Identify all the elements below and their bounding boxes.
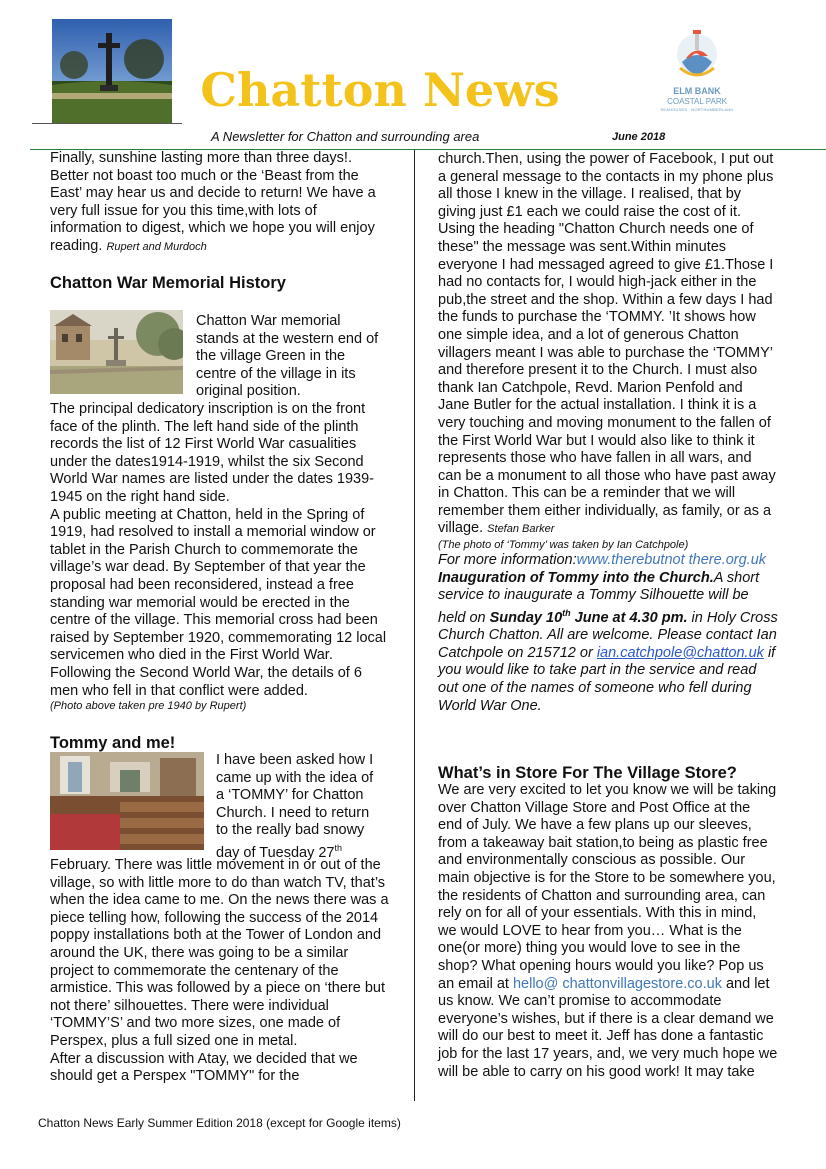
inauguration-time: June at 4.30 pm. xyxy=(574,609,688,626)
village-store-text-1: We are very excited to let you know we will be taking over Chatton Village Store and Post Office at the end of July. We have a few plans up our sleeves, from a takeaway bait station,to being as plastic free and environmentally conscious as possible. Our main objective is for the Store to be somewhere you, the residents of Chatton and surrounding area, can rely on for all of your essentials. With this in mind, we would LOVE to hear from you… What is the one(or more) thing you would love to see in the shop? What opening hours would you like? Pop us an email at xyxy=(438,782,777,992)
tagline: A Newsletter for Chatton and surrounding area xyxy=(211,129,480,144)
tommy-paragraph-1: February. There was little movement in or out of the village, so with little more to do than watch TV, that’s when the idea came to me. On the news there was a piece telling how, following the success of the 2014 poppy installations both at the Tower of London and around the UK, there was going to be a similar project to commemorate the centenary of the armistice. This was followed by a piece on ‘there but not there’ silhouettes. There were individual ‘TOMMY’S’ and two more sizes, one made of Perspex, plus a full sized one in metal. xyxy=(50,857,389,1049)
inauguration-day-text: Sunday 10 xyxy=(489,609,563,626)
text-line: came up with the idea of xyxy=(216,769,374,786)
war-memorial-photo-caption: (Photo above taken pre 1940 by Rupert) xyxy=(50,700,247,713)
text-line: Church. I need to return xyxy=(216,804,370,821)
inauguration-day xyxy=(489,607,688,626)
more-info-label: For more information: xyxy=(438,552,577,569)
logo-location: SEAHOUSES · NORTHUMBERLAND xyxy=(660,107,734,112)
text-line: I have been asked how I xyxy=(216,752,374,768)
tommy-signature: Stefan Barker xyxy=(487,523,555,536)
day-superscript: th xyxy=(334,842,343,853)
text-line: original position. xyxy=(196,383,301,400)
tommy-intro xyxy=(216,752,396,862)
logo-subname: COASTAL PARK xyxy=(667,97,727,106)
tommy-photo-note: (The photo of ‘Tommy’ was taken by Ian Catchpole) xyxy=(438,539,689,552)
war-memorial-paragraph-2: A public meeting at Chatton, held in the Spring of 1919, had resolved to install a memorial window or tablet in the Parish Church to commemorate the village’s war dead. By September of that year the proposal had been reconsidered, instead a free standing war memorial would be erected in the centre of the village. This memorial cross had been raised by September 1920, commemorating 12 local servicemen who died in the First World War. Following the Second World War, the details of 6 men who fell in that conflict were added. xyxy=(50,506,387,699)
inauguration-text-1: A short service to inaugurate a Tommy Silhouette will be held on xyxy=(438,569,760,626)
more-info-link[interactable]: www.therebutnot there.org.uk xyxy=(576,552,767,569)
intro-paragraph xyxy=(50,150,392,257)
war-memorial-heading: Chatton War Memorial History xyxy=(50,274,286,292)
war-memorial-paragraph-1: The principal dedicatory inscription is on the front face of the plinth. The left hand side of the plinth records the list of 12 First World War casualities under the dates1914-1919, whilst the six Second World War names are listed under the dates 1939-1945 on the right hand side. xyxy=(50,401,374,505)
logo-name: ELM BANK xyxy=(673,86,721,96)
church-interior-photo xyxy=(50,752,204,850)
store-email-link[interactable]: hello@ chattonvillagestore.co.uk xyxy=(512,975,722,992)
inauguration-text-3: if you would like to take part in the service and read out one of the names of someone who fell during World War One. xyxy=(438,644,776,714)
intro-signature: Rupert and Murdoch xyxy=(106,240,207,253)
tommy-continued xyxy=(438,151,778,715)
issue-date: June 2018 xyxy=(612,131,666,143)
day-text: day of Tuesday 27 xyxy=(216,844,335,861)
text-line: a ‘TOMMY’ for Chatton xyxy=(216,787,364,804)
tommy-body xyxy=(50,857,392,1086)
war-memorial-photo xyxy=(50,310,183,394)
masthead-title: Chatton News xyxy=(200,63,560,117)
intro-text: Finally, sunshine lasting more than three days!. Better not boast too much or the ‘Beast from the East’ may hear us and decide to return! We have a very full issue for you this time,with lots of information to digest, which we hope you will enjoy reading. xyxy=(50,150,376,254)
tommy-paragraph-2: After a discussion with Atay, we decided that we should get a Perspex "TOMMY" for the xyxy=(50,1050,358,1085)
war-memorial-body xyxy=(50,401,392,713)
tommy-paragraph-3: church.Then, using the power of Facebook, I put out a general message to the contacts in my phone plus all those I knew in the village. I realised, that by giving just £1 each we could raise the cost of it. Using the heading "Chatton Church needs one of these" the message was sent.Within minutes everyone I had messaged agreed to give £1.Those I had no contacts for, I would high-jack either in the pub,the street and the shop. Within a few days I had the funds to purchase the ‘TOMMY. ’It shows how one simple idea, and a lot of generous Chatton villagers meant I was able to purchase the ‘TOMMY’ and therefore present it to the Church. I must also thank Ian Catchpole, Revd. Marion Penfold and Jane Butler for the actual installation. I think it is a very touching and moving monument to the fallen of the First World War but I would also like to think it represents those who have fallen in all wars, and can be a monument to all those who have past away in Chatton. This can be a reminder that we will remember them either individually, as family, or as a village. xyxy=(438,151,776,537)
column-divider xyxy=(414,150,415,1101)
page-footer: Chatton News Early Summer Edition 2018 (except for Google items) xyxy=(38,1116,401,1130)
text-line: the village Green in the xyxy=(196,348,346,365)
text-line: to the really bad snowy xyxy=(216,822,365,839)
inauguration-text-2: in Holy Cross Church Chatton. All are welcome. Please contact Ian Catchpole on 215712 or xyxy=(438,609,778,661)
inauguration-notice xyxy=(438,552,778,715)
village-store-text-2: and let us know. We can’t promise to accommodate everyone’s wishes, but if there is a clear demand we will do our best to meet it. Jeff has done a fantastic job for the last 17 years, and, we very much hope we will be able to carry on his good work! It may take xyxy=(438,975,778,1080)
header-memorial-photo xyxy=(52,19,172,123)
inauguration-day-superscript: th xyxy=(562,607,571,618)
text-line: Chatton War memorial xyxy=(196,313,341,329)
village-store-body xyxy=(438,782,778,1081)
text-line: stands at the western end of xyxy=(196,330,379,347)
war-memorial-intro xyxy=(196,313,396,401)
inauguration-heading: Inauguration of Tommy into the Church. xyxy=(438,569,714,586)
village-store-heading: What’s in Store For The Village Store? xyxy=(438,764,737,782)
tommy-heading: Tommy and me! xyxy=(50,734,176,752)
header-left-rule xyxy=(32,123,182,124)
contact-email-link[interactable]: ian.catchpole@chatton.uk xyxy=(596,644,764,661)
text-line: centre of the village in its xyxy=(196,365,356,382)
